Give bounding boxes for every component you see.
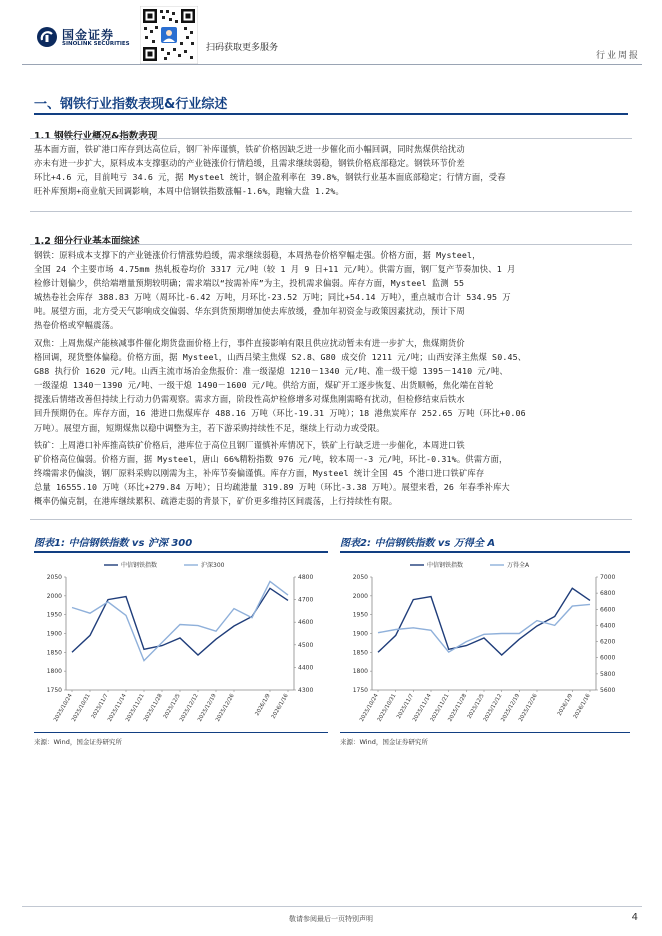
text-line: 提涨后情绪改善但持续上行动力仍需观察。需求方面，阶段性高炉检修增多对煤焦刚需略有扰动，但检修结束后铁水 — [34, 394, 465, 405]
left-tick-label: 1750 — [352, 687, 368, 694]
right-tick-label: 4700 — [298, 596, 314, 604]
subsection-heading-1-2: 1.2 细分行业基本面综述 — [34, 236, 140, 247]
text-line: 概率仍偏克制，在港库继续累积、疏港走弱的背景下，矿价更多维持区间震荡，上行持续性有限。 — [34, 496, 398, 507]
legend-label: 中信钢铁指数 — [121, 562, 158, 569]
x-tick-label: 2025/11/28 — [447, 693, 469, 723]
text-line: G88 执行价 1620 元/吨。山西主流市场冶金焦报价：准一级湿熄 1210－1340 元/吨、准一级干熄 1395－1410 元/吨、 — [34, 366, 508, 377]
right-tick-label: 4500 — [298, 641, 314, 649]
x-tick-label: 2025/11/21 — [429, 693, 451, 723]
left-tick-label: 1850 — [352, 649, 368, 657]
text-line: 城热卷社会库存 388.83 万吨（周环比-6.42 万吨，月环比-23.52 万吨；同比+54.14 万吨），重点城市合计 534.95 万 — [34, 292, 511, 303]
text-line: 一级湿熄 1340－1390 元/吨、一级干熄 1490－1600 元/吨。供给方面，煤矿开工逐步恢复、出货顺畅，焦化端在首轮 — [34, 380, 494, 391]
left-tick-label: 2000 — [46, 592, 62, 600]
x-tick-label: 2025/12/19 — [196, 693, 218, 723]
left-tick-label: 1850 — [46, 649, 62, 657]
left-tick-label: 1800 — [352, 668, 368, 676]
chart2-title: 图表2: 中信钢铁指数 vs 万得全 A — [340, 538, 496, 549]
text-line: 格回调，现货整体偏稳。价格方面，据 Mysteel，山西吕梁主焦煤 S2.8、G80 成交价 1211 元/吨；山西安泽主焦煤 S0.45、 — [34, 352, 527, 363]
chart2-title-rule — [340, 551, 630, 553]
right-tick-label: 4300 — [298, 687, 314, 694]
page-number: 4 — [631, 912, 638, 923]
right-tick-label: 6800 — [600, 590, 616, 598]
text-line: 矿价格高位偏弱。价格方面，据 Mysteel，唐山 66%精粉指数 976 元/吨，较本周一-3 元/吨，环比-0.31%。供需方面， — [34, 454, 508, 465]
x-tick-label: 2025/12/5 — [162, 693, 182, 720]
x-tick-label: 2025/11/14 — [411, 693, 433, 723]
text-line: 检修计划偏少，供给端增量预期较明确；需求端以“按需补库”为主，投机需求偏弱。库存方面，Mysteel 监测 55 — [34, 278, 465, 289]
x-tick-label: 2025/11/7 — [90, 693, 110, 720]
chart1-title: 图表1: 中信钢铁指数 vs 沪深 300 — [34, 538, 193, 549]
left-tick-label: 2050 — [352, 574, 368, 581]
x-tick-label: 2026/1/16 — [572, 693, 592, 720]
steel-paragraph — [34, 248, 630, 333]
x-tick-label: 2025/11/7 — [396, 693, 416, 720]
x-tick-label: 2025/12/26 — [214, 693, 236, 723]
series-line-steel-index — [72, 588, 288, 655]
x-tick-label: 2025/11/21 — [124, 693, 146, 723]
overview-paragraph — [34, 142, 630, 198]
qr-code-icon[interactable] — [140, 6, 198, 64]
report-type-label: 行业周报 — [595, 51, 640, 61]
qr-caption: 扫码获取更多服务 — [206, 43, 279, 53]
company-logo — [36, 26, 134, 54]
page-header — [0, 0, 662, 68]
x-tick-label: 2025/10/31 — [70, 693, 92, 723]
left-tick-label: 1900 — [46, 630, 62, 638]
text-line: 总量 16555.10 万吨（环比+279.84 万吨）；日均疏港量 319.89 万吨（环比-3.38 万吨）。展望来看，26 年春季补库大 — [34, 482, 510, 493]
right-tick-label: 6000 — [600, 654, 616, 662]
text-line: 热卷价格或窄幅震荡。 — [34, 320, 119, 331]
x-tick-label: 2025/12/5 — [466, 693, 486, 720]
left-tick-label: 2050 — [46, 574, 62, 581]
right-tick-label: 6600 — [600, 606, 616, 614]
coking-coal-paragraph — [34, 336, 630, 435]
section-title: 一、钢铁行业指数表现&行业综述 — [34, 97, 228, 112]
text-line: 旺补库预期+商业航天回调影响，本周中信钢铁指数涨幅-1.6%，跑输大盘 1.2%。 — [34, 186, 345, 197]
text-line: 基本面方面，铁矿港口库存到达高位后，钢厂补库谨慎，铁矿价格因缺乏进一步催化而小幅回调，同时焦煤供给扰动 — [34, 144, 465, 154]
footer-disclaimer: 敬请参阅最后一页特别声明 — [289, 915, 373, 923]
left-tick-label: 1950 — [46, 611, 62, 619]
subsection-heading-1-1: 1.1 钢铁行业概况&指数表现 — [34, 131, 158, 142]
chart2-figure — [340, 555, 630, 731]
legend-label: 万得全A — [507, 562, 530, 569]
x-tick-label: 2025/10/31 — [376, 693, 398, 723]
iron-ore-paragraph — [34, 438, 630, 508]
right-tick-label: 4400 — [298, 664, 314, 672]
left-tick-label: 1750 — [46, 687, 62, 694]
left-tick-label: 2000 — [352, 592, 368, 600]
logo-en-text: SINOLINK SECURITIES — [62, 41, 130, 47]
text-line: 亦未有进一步扩大，原料成本支撑驱动的产业链涨价行情趋缓，且需求继续弱稳，钢铁价格底部稳定。钢铁环节价差 — [34, 158, 465, 169]
logo-cn-text: 国金证券 — [62, 28, 115, 42]
text-line: 回升预期仍在。库存方面，16 港进口焦煤库存 488.16 万吨（环比-19.31 万吨）；18 港焦炭库存 252.65 万吨（环比+0.06 — [34, 408, 526, 419]
series-line-benchmark-index — [72, 582, 288, 661]
right-tick-label: 5800 — [600, 670, 616, 678]
footer-divider — [22, 906, 642, 907]
x-tick-label: 2026/1/9 — [556, 693, 575, 717]
x-tick-label: 2025/12/19 — [500, 693, 522, 723]
x-tick-label: 2025/11/14 — [106, 693, 128, 723]
right-tick-label: 4800 — [298, 574, 314, 581]
left-tick-label: 1800 — [46, 668, 62, 676]
x-tick-label: 2026/1/16 — [270, 693, 290, 720]
header-divider — [22, 64, 642, 65]
text-line: 双焦：上周焦煤产能核减事件催化期货盘面价格上行，事件直接影响有限且供应扰动暂未有进一步扩大，焦煤期货价 — [34, 338, 465, 348]
left-tick-label: 1900 — [352, 630, 368, 638]
text-line: 吨。展望方面，北方受天气影响成交偏弱、华东到货预期增加使去库放缓，叠加年初资金与政策因素扰动，预计下周 — [34, 306, 465, 317]
chart1-source: 来源：Wind，国金证券研究所 — [34, 738, 122, 746]
chart1-title-rule — [34, 551, 328, 553]
text-line: 万吨）。展望方面，短期煤焦以稳中调整为主，若下游采购持续性不足，继续上行动力或受限。 — [34, 422, 385, 433]
right-tick-label: 4600 — [298, 619, 314, 627]
text-line: 终端需求仍偏淡，钢厂原料采购以刚需为主，补库节奏偏谨慎。库存方面，Mysteel 统计全国 45 个港口进口铁矿库存 — [34, 468, 485, 479]
legend-label: 中信钢铁指数 — [427, 562, 464, 569]
chart1-bottom-rule — [34, 732, 328, 733]
right-tick-label: 7000 — [600, 574, 616, 581]
right-tick-label: 6400 — [600, 622, 616, 630]
chart2-bottom-rule — [340, 732, 630, 733]
chart1-figure — [34, 555, 328, 731]
x-tick-label: 2025/12/12 — [178, 693, 200, 723]
x-tick-label: 2025/12/12 — [482, 693, 504, 723]
x-tick-label: 2025/12/26 — [517, 693, 539, 723]
chart2-source: 来源：Wind，国金证券研究所 — [340, 738, 428, 746]
text-line: 铁矿：上周港口补库推高铁矿价格后，港库位于高位且钢厂谨慎补库情况下，铁矿上行缺乏进一步催化，本周进口铁 — [34, 440, 465, 450]
x-tick-label: 2025/11/28 — [142, 693, 164, 723]
logo-mark-icon — [36, 26, 58, 48]
right-tick-label: 5600 — [600, 687, 616, 694]
x-tick-label: 2026/1/9 — [254, 693, 272, 717]
x-tick-label: 2025/10/24 — [52, 693, 74, 723]
legend-label: 沪深300 — [201, 562, 225, 569]
text-line: 全国 24 个主要市场 4.75mm 热轧板卷均价 3317 元/吨（较 1 月 9 日+11 元/吨）。供需方面，钢厂复产节奏加快、1 月 — [34, 264, 516, 275]
x-tick-label: 2025/10/24 — [358, 693, 380, 723]
section-title-underline — [34, 113, 628, 115]
right-tick-label: 6200 — [600, 638, 616, 646]
left-tick-label: 1950 — [352, 611, 368, 619]
text-line: 环比+4.6 元，目前吨亏 34.6 元，据 Mysteel 统计，钢企盈利率在 39.8%，钢铁行业基本面底部稳定；行情方面，受春 — [34, 172, 506, 183]
text-line: 钢铁：原料成本支撑下的产业链涨价行情涨势趋缓，需求继续弱稳，本周热卷价格窄幅走强。价格方面，据 Mysteel， — [34, 250, 481, 260]
